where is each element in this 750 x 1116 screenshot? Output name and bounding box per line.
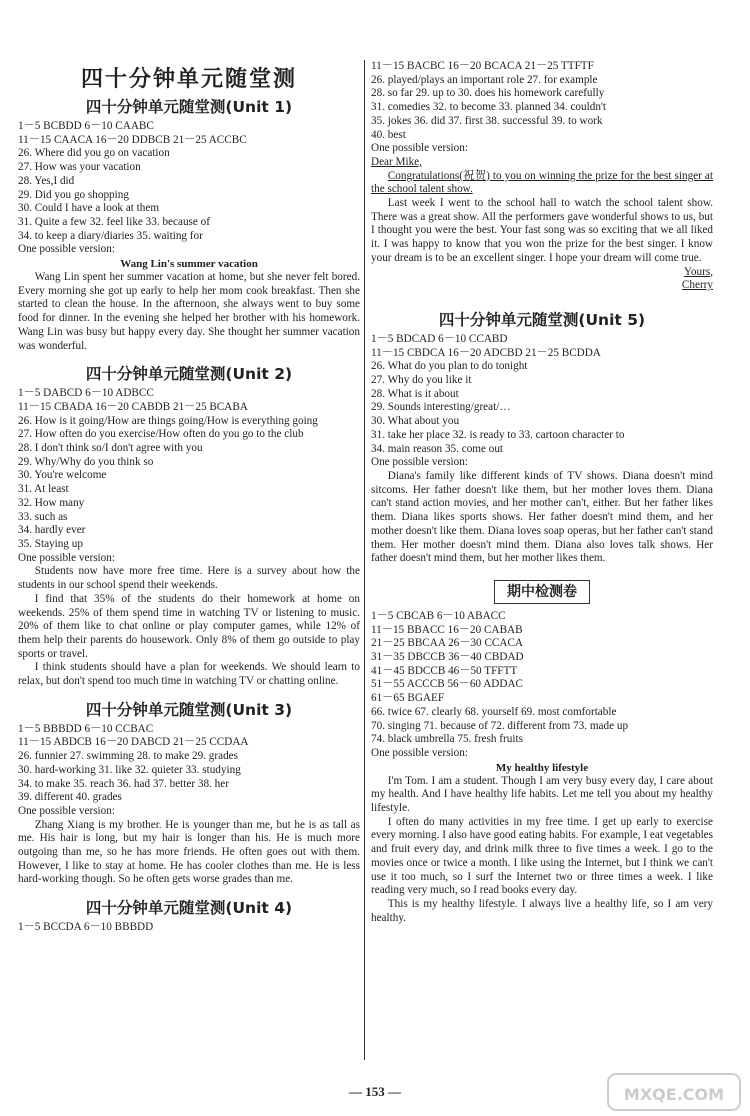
unit4-title: 四十分钟单元随堂测(Unit 4) — [85, 899, 293, 918]
essay-paragraph: Zhang Xiang is my brother. He is younger than me, but he is as tall as me. His hair is long, but my hair is longer than his. He is much more outgoing than me, so he has more friends. He often goes out with them. However, I like to stay at home. He has cooler clothes than me. He is less hard-working though. So he often gets worse grades than me. — [18, 818, 360, 886]
answer-line: 29. Did you go shopping — [18, 188, 129, 201]
answer-line: 26. Where did you go on vacation — [18, 147, 170, 160]
answer-line: 32. How many — [18, 496, 85, 509]
answer-line: 35. Staying up — [18, 537, 83, 550]
answer-line: 29. Sounds interesting/great/… — [371, 401, 511, 414]
letter-opening: Congratulations(祝贺) to you on winning the prize for the best singer at the school talent show. — [371, 169, 713, 196]
answer-line: 27. Why do you like it — [371, 374, 472, 387]
answer-line: 34. to make 35. reach 36. had 37. better 38. her — [18, 777, 229, 790]
column-divider — [364, 60, 365, 1060]
answer-line: One possible version: — [18, 804, 115, 817]
midterm-title-wrap — [371, 580, 713, 610]
essay-paragraph: This is my healthy lifestyle. I always live a healthy life, so I am very healthy. — [371, 897, 713, 924]
unit5-title: 四十分钟单元随堂测(Unit 5) — [438, 310, 646, 329]
answer-line: 41－45 BDCCB 46－50 TFFTT — [371, 664, 518, 677]
answer-line: One possible version: — [18, 551, 115, 564]
essay-paragraph: Wang Lin spent her summer vacation at home, but she never felt bored. Every morning she got up early to help her mom cook breakfast. Then she started to clean the house. In the afternoon, she always went to buy some food for dinner. In the evening she helped her brother with his homework. Wang Lin was busy but happy every day. She thought her summer vacation was wonderful. — [18, 271, 360, 352]
answer-line: 34. main reason 35. come out — [371, 442, 504, 455]
answer-line: 51－55 ACCCB 56－60 ADDAC — [371, 678, 523, 691]
answer-line: 26. played/plays an important role 27. for example — [371, 73, 598, 86]
answer-line: 39. different 40. grades — [18, 791, 122, 804]
answer-line: 27. How often do you exercise/How often do you go to the club — [18, 428, 304, 441]
answer-line: 30. hard-working 31. like 32. quieter 33. studying — [18, 763, 241, 776]
answer-line: 30. You're welcome — [18, 469, 107, 482]
answer-line: 31. Quite a few 32. feel like 33. because of — [18, 215, 210, 228]
unit1-answers — [18, 120, 360, 257]
answer-line: 28. What is it about — [371, 387, 459, 400]
right-column — [371, 60, 713, 925]
answer-line: 1－5 DABCD 6－10 ADBCC — [18, 387, 154, 400]
answer-line: 31－35 DBCCB 36－40 CBDAD — [371, 651, 524, 664]
answer-line: 61－65 BGAEF — [371, 692, 445, 705]
essay-paragraph: Students now have more free time. Here is a survey about how the students in our school spend their weekends. — [18, 565, 360, 592]
answer-line: 30. What about you — [371, 415, 460, 428]
essay-title: Wang Lin's summer vacation — [120, 258, 258, 271]
answer-line: One possible version: — [371, 746, 468, 759]
answer-line: 31. take her place 32. is ready to 33. cartoon character to — [371, 428, 625, 441]
letter-closing: Yours, — [683, 265, 713, 278]
unit3-title: 四十分钟单元随堂测(Unit 3) — [85, 700, 293, 719]
essay-title: My healthy lifestyle — [495, 761, 589, 774]
answer-line: 30. Could I have a look at them — [18, 202, 160, 215]
answer-line: 11－15 BBACC 16－20 CABAB — [371, 623, 523, 636]
watermark-logo — [604, 1070, 744, 1114]
answer-line: 29. Why/Why do you think so — [18, 455, 154, 468]
answer-line: 1－5 BBBDD 6－10 CCBAC — [18, 722, 154, 735]
letter-body: Last week I went to the school hall to watch the school talent show. There was a great show. All the performers gave wonderful shows to us, but I thought you were the best. Your fast song was so exciting that we all liked it. I was happy to know that you won the prize for the best singer. I know your dream is to be an excellent singer. I hope your dream will come true. — [371, 197, 713, 264]
answer-line: 1－5 CBCAB 6－10 ABACC — [371, 609, 506, 622]
answer-line: 11－15 CBADA 16－20 CABDB 21－25 BCABA — [18, 400, 248, 413]
unit1-title: 四十分钟单元随堂测(Unit 1) — [85, 98, 293, 116]
answer-line: 31. comedies 32. to become 33. planned 34. couldn't — [371, 101, 607, 114]
answer-line: 31. At least — [18, 483, 69, 496]
left-column — [18, 0, 360, 935]
essay-paragraph: I often do many activities in my free time. I get up early to exercise every morning. I also have good eating habits. For example, I eat vegetables and fruit every day, and drink milk three to five times a week. I go to the movies once or twice a month. I like using the Internet, but I think we can't use it too much, so I surf the Internet two or three times a week. I like reading very much, so I read books every day. — [371, 815, 713, 897]
answer-line: 1－5 BCBDD 6－10 CAABC — [18, 120, 154, 132]
answer-line: 11－15 CBDCA 16－20 ADCBD 21－25 BCDDA — [371, 346, 601, 359]
answer-line: 26. What do you plan to do tonight — [371, 360, 528, 373]
answer-line: 70. singing 71. because of 72. different from 73. made up — [371, 719, 629, 732]
answer-line: 40. best — [371, 128, 406, 141]
letter-greeting: Dear Mike, — [371, 155, 422, 168]
answer-line: 34. to keep a diary/diaries 35. waiting for — [18, 229, 203, 242]
answer-line: 11－15 CAACA 16－20 DDBCB 21－25 ACCBC — [18, 133, 247, 146]
svg-text:MXQE.COM: MXQE.COM — [623, 1085, 725, 1104]
answer-line: One possible version: — [371, 142, 468, 155]
essay-paragraph: I think students should have a plan for weekends. We should learn to relax, but don't spend too much time in watching TV or chatting online. — [18, 661, 360, 688]
unit3-answers — [18, 723, 360, 819]
answer-line: 35. jokes 36. did 37. first 38. successful 39. to work — [371, 114, 603, 127]
answer-line: 21－25 BBCAA 26－30 CCACA — [371, 637, 523, 650]
answer-line: 26. funnier 27. swimming 28. to make 29. grades — [18, 750, 238, 763]
unit2-answers — [18, 387, 360, 565]
answer-line: 28. Yes,I did — [18, 174, 75, 187]
answer-line: 28. I don't think so/I don't agree with you — [18, 442, 203, 455]
unit2-title: 四十分钟单元随堂测(Unit 2) — [85, 365, 293, 384]
answer-line: One possible version: — [371, 456, 468, 469]
answer-line: 28. so far 29. up to 30. does his homework carefully — [371, 87, 605, 100]
page-title: 四十分钟单元随堂测 — [80, 67, 297, 92]
answer-line: 66. twice 67. clearly 68. yourself 69. most comfortable — [371, 705, 617, 718]
answer-line: 11－15 BACBC 16－20 BCACA 21－25 TTFTF — [371, 60, 594, 72]
answer-line: 11－15 ABDCB 16－20 DABCD 21－25 CCDAA — [18, 736, 249, 749]
answer-line: 33. such as — [18, 510, 68, 523]
answer-line: 27. How was your vacation — [18, 161, 141, 174]
essay-paragraph: Diana's family like different kinds of TV shows. Diana doesn't mind sitcoms. Her father doesn't like them, but her mother loves them. Diana can't stand action movies, and her mother can't, either. But her father likes them. Diana likes sports shows. Her father doesn't mind them, and her mother doesn't like them. Diana loves soap operas, but her father can't stand them. Her mother doesn't mind them. Diana also loves talk shows. Her father doesn't mind them, but her mother likes them. — [371, 469, 713, 565]
essay-paragraph: I find that 35% of the students do their homework at home on weekends. 25% of them spend time in watching TV or listening to music. 20% of them like to chat online or play computer games, while 12% of them help their parents do housework. Only 8% of them go outside to play sports or travel. — [18, 592, 360, 660]
letter-signature: Cherry — [681, 279, 713, 292]
midterm-title: 期中检测卷 — [494, 580, 590, 604]
unit5-answers — [371, 333, 713, 470]
answer-line: 1－5 BCCDA 6－10 BBBDD — [18, 921, 154, 934]
answer-line: 74. black umbrella 75. fresh fruits — [371, 733, 523, 746]
midterm-answers — [371, 610, 713, 761]
essay-paragraph: I'm Tom. I am a student. Though I am very busy every day, I care about my health. And I have healthy life habits. Let me tell you about my healthy lifestyle. — [371, 774, 713, 815]
answer-line: 1－5 BDCAD 6－10 CCABD — [371, 332, 508, 345]
page-number: — 153 — — [349, 1084, 401, 1099]
answer-line: 34. hardly ever — [18, 524, 86, 537]
answer-line: 26. How is it going/How are things going/How is everything going — [18, 414, 318, 427]
answer-line: One possible version: — [18, 243, 115, 256]
